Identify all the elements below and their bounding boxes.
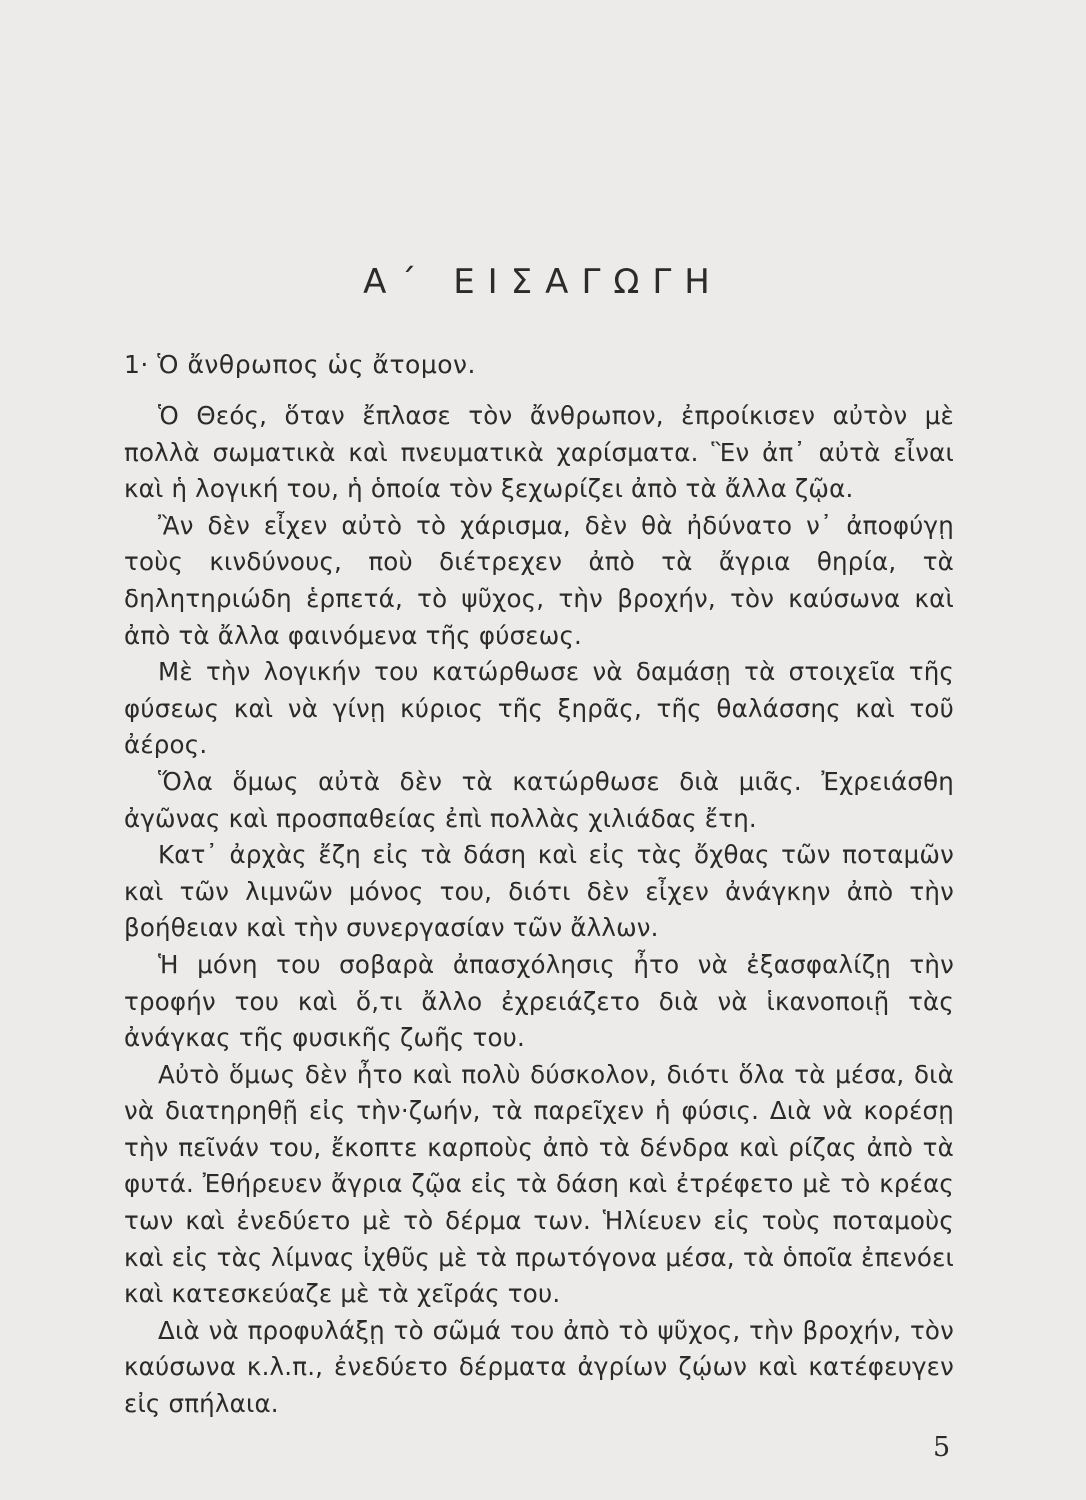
paragraph: Ἡ μόνη του σοβαρὰ ἀπασχόλησις ἦτο νὰ ἐξασφαλίζῃ τὴν τροφήν του καὶ ὅ,τι ἄλλο ἐχρειάζετο διὰ νὰ ἱκανοποιῇ τὰς ἀνάγκας τῆς φυσικῆς ζωῆς του. [124, 949, 954, 1053]
section-heading: 1· Ὁ ἄνθρωπος ὡς ἄτομον. [124, 350, 476, 379]
paragraph: Ὅλα ὅμως αὐτὰ δὲν τὰ κατώρθωσε διὰ μιᾶς. Ἐχρειάσθη ἀγῶνας καὶ προσπαθείας ἐπὶ πολλὰς χιλιάδας ἔτη. [124, 766, 954, 833]
paragraph: Μὲ τὴν λογικήν του κατώρθωσε νὰ δαμάσῃ τὰ στοιχεῖα τῆς φύσεως καὶ νὰ γίνῃ κύριος τῆς ξηρᾶς, τῆς θαλάσσης καὶ τοῦ ἀέρος. [124, 657, 954, 760]
paragraph: Κατ᾽ ἀρχὰς ἔζη εἰς τὰ δάση καὶ εἰς τὰς ὄχθας τῶν ποταμῶν καὶ τῶν λιμνῶν μόνος του, διότι δὲν εἶχεν ἀνάγκην ἀπὸ τὴν βοήθειαν καὶ τὴν συνεργασίαν τῶν ἄλλων. [124, 840, 954, 943]
paragraph: Διὰ νὰ προφυλάξῃ τὸ σῶμά του ἀπὸ τὸ ψῦχος, τὴν βροχήν, τὸν καύσωνα κ.λ.π., ἐνεδύετο δέρματα ἀγρίων ζῴων καὶ κατέφευγεν εἰς σπήλαια. [124, 1315, 954, 1419]
chapter-title: Α΄ ΕΙΣΑΓΩΓΗ [363, 262, 723, 302]
page-number: 5 [933, 1432, 951, 1463]
body-text [124, 398, 954, 1423]
paragraph: Αὐτὸ ὅμως δὲν ἦτο καὶ πολὺ δύσκολον, διότι ὅλα τὰ μέσα, διὰ νὰ διατηρηθῇ εἰς τὴν·ζωήν, τὰ παρεῖχεν ἡ φύσις. Διὰ νὰ κορέσῃ τὴν πεῖνάν του, ἔκοπτε καρποὺς ἀπὸ τὰ δένδρα καὶ ρίζας ἀπὸ τὰ φυτά. Ἐθήρευεν ἄγρια ζῷα εἰς τὰ δάση καὶ ἐτρέφετο μὲ τὸ κρέας των καὶ ἐνεδύετο μὲ τὸ δέρμα των. Ἡλίευεν εἰς τοὺς ποταμοὺς καὶ εἰς τὰς λίμνας ἰχθῦς μὲ τὰ πρωτόγονα μέσα, τὰ ὁποῖα ἐπενόει καὶ κατεσκεύαζε μὲ τὰ χεῖράς του. [124, 1059, 954, 1309]
paragraph: Ὁ Θεός, ὅταν ἔπλασε τὸν ἄνθρωπον, ἐπροίκισεν αὐτὸν μὲ πολλὰ σωματικὰ καὶ πνευματικὰ χαρίσματα. Ἓν ἀπ᾽ αὐτὰ εἶναι καὶ ἡ λογική του, ἡ ὁποία τὸν ξεχωρίζει ἀπὸ τὰ ἄλλα ζῷα. [124, 401, 954, 504]
paragraph: Ἂν δὲν εἶχεν αὐτὸ τὸ χάρισμα, δὲν θὰ ἠδύνατο ν᾽ ἀποφύγῃ τοὺς κινδύνους, ποὺ διέτρεχεν ἀπὸ τὰ ἄγρια θηρία, τὰ δηλητηριώδη ἑρπετά, τὸ ψῦχος, τὴν βροχήν, τὸν καύσωνα καὶ ἀπὸ τὰ ἄλλα φαινόμενα τῆς φύσεως. [124, 510, 954, 650]
